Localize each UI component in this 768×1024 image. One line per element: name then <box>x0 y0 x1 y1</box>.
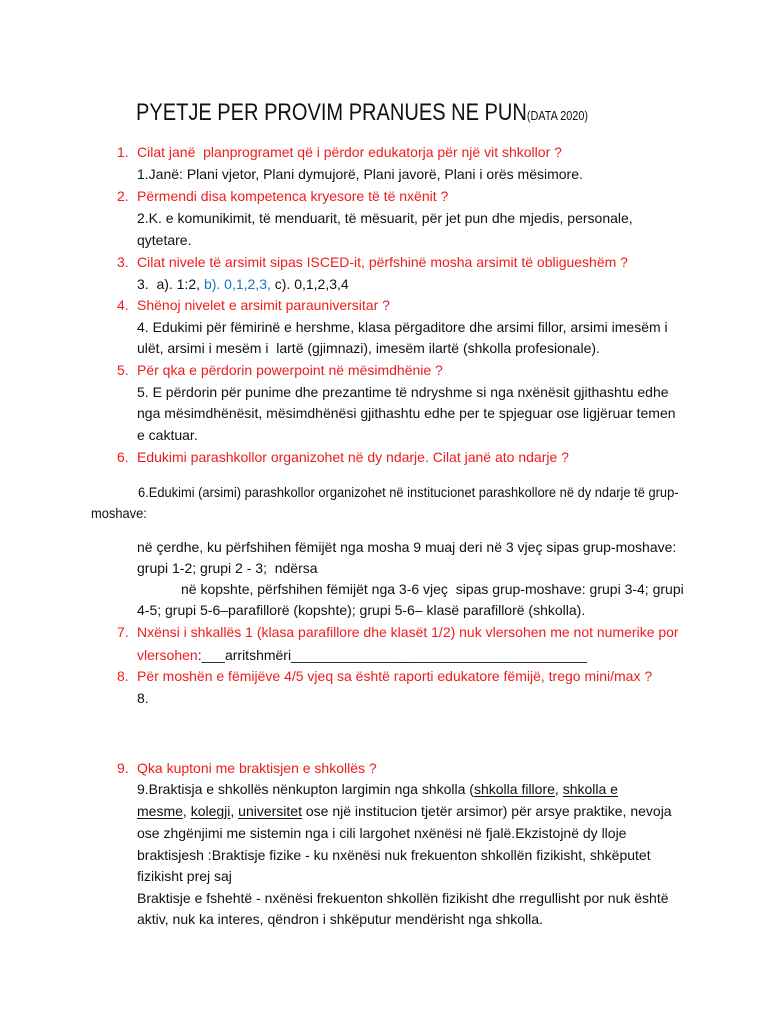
question-5-text: Për qka e përdorin powerpoint në mësimdhënie ? <box>137 362 443 378</box>
answer-9-link-shkolla-fillore: shkolla fillore <box>473 781 555 797</box>
answer-6-line-4: 4-5; grupi 5-6–parafillorë (kopshte); grupi 5-6– klasë parafillorë (shkolla). <box>137 602 586 618</box>
answer-9-link-shkolla-e-mesme: shkolla e <box>562 781 618 797</box>
question-7-text-line-1: Nxënsi i shkallës 1 (klasa parafillore dhe klasët 1/2) nuk vlersohen me not numerike por <box>137 624 679 640</box>
answer-3-line-1 <box>137 273 349 295</box>
answer-7-colon: : <box>197 647 202 663</box>
question-8-number: 8. <box>117 668 129 684</box>
question-2-text: Përmendi disa kompetenca kryesore të të nxënit ? <box>137 188 449 204</box>
question-7-text-line-2: vlersohen <box>137 647 198 663</box>
answer-9-separator: , <box>230 803 239 819</box>
question-7-line-2 <box>137 644 587 666</box>
answer-3-option-c: c). 0,1,2,3,4 <box>270 276 349 292</box>
answer-6-line-1: në çerdhe, ku përfshihen fëmijët nga mosha 9 muaj deri në 3 vjeç sipas grup-moshave: <box>137 539 677 555</box>
answer-1-line-1: 1.Janë: Plani vjetor, Plani dymujorë, Plani javorë, Plani i orës mësimore. <box>137 166 583 182</box>
answer-9-line-4: braktisjesh :Braktisje fizike - ku nxënësi nuk frekuenton shkollën fizikisht, shkëputet <box>137 847 651 863</box>
answer-9-link-universitet: universitet <box>238 803 302 819</box>
question-9-text: Qka kuptoni me braktisjen e shkollës ? <box>137 760 377 776</box>
answer-4-line-2: ulët, arsimi i mesëm i lartë (gjimnazi), imesëm ilartë (shkolla profesionale). <box>137 340 600 356</box>
answer-6-line-3: në kopshte, përfshihen fëmijët nga 3-6 vjeç sipas grup-moshave: grupi 3-4; grupi <box>181 581 684 597</box>
answer-6-intro-line-1: 6.Edukimi (arsimi) parashkollor organizohet në institucionet parashkollore në dy ndarje të grup- <box>138 484 679 500</box>
question-5-number: 5. <box>117 362 129 378</box>
answer-9-line-5: fizikisht prej saj <box>137 868 232 884</box>
question-6-text: Edukimi parashkollor organizohet në dy ndarje. Cilat janë ato ndarje ? <box>137 449 569 465</box>
question-2-number: 2. <box>117 188 129 204</box>
answer-2-line-1: 2.K. e komunikimit, të menduarit, të mësuarit, për jet pun dhe mjedis, personale, <box>137 210 633 226</box>
question-1-number: 1. <box>117 144 129 160</box>
answer-9-link-shkolla-e-mesme-cont: mesme <box>137 803 183 819</box>
answer-9-separator: , <box>554 781 563 797</box>
answer-3-option-a: 3. a). 1:2, <box>137 276 204 292</box>
answer-2-line-2: qytetare. <box>137 232 192 248</box>
answer-9-line-3: ose zhgënjimi me sistemin nga i cili largohet nxënësi në fjalë.Ekzistojnë dy lloje <box>137 825 627 841</box>
question-7-number: 7. <box>117 624 129 640</box>
answer-5-line-3: e caktuar. <box>137 427 198 443</box>
answer-9-text: ose një institucion tjetër arsimor) për arsye praktike, nevoja <box>301 803 672 819</box>
question-4-text: Shënoj nivelet e arsimit parauniversitar ? <box>137 297 390 313</box>
answer-6-line-2: grupi 1-2; grupi 2 - 3; ndërsa <box>137 560 318 576</box>
answer-9-line-7: aktiv, nuk ka interes, qëndron i shkëputur mendërisht nga shkolla. <box>137 911 543 927</box>
answer-9-line-2 <box>137 800 672 822</box>
title-text: PYETJE PER PROVIM PRANUES NE PUN <box>136 99 527 126</box>
question-4-number: 4. <box>117 297 129 313</box>
answer-5-line-1: 5. E përdorin për punime dhe prezantime të ndryshme si nga nxënësit gjithashtu edhe <box>137 384 669 400</box>
answer-6-intro-line-2: moshave: <box>91 505 147 521</box>
answer-9-line-1 <box>137 778 618 800</box>
answer-5-line-2: nga mësimdhënësit, mësimdhënësi gjithashtu edhe per te spjeguar ose ligjëruar temen <box>137 405 676 421</box>
answer-9-line-6: Braktisje e fshehtë - nxënësi frekuenton shkollën fizikisht dhe rregullisht por nuk është <box>137 890 669 906</box>
answer-9-text: 9.Braktisja e shkollës nënkupton largimin nga shkolla ( <box>137 781 474 797</box>
answer-4-line-1: 4. Edukimi për fëmirinë e hershme, klasa përgaditore dhe arsimi fillor, arsimi imesëm i <box>137 319 668 335</box>
answer-3-option-b-highlighted: b). 0,1,2,3, <box>203 276 271 292</box>
answer-9-separator: , <box>182 803 191 819</box>
title-date-note: (DATA 2020) <box>526 108 588 123</box>
question-9-number: 9. <box>117 760 129 776</box>
question-3-text: Cilat nivele të arsimit sipas ISCED-it, përfshinë mosha arsimit të obligueshëm ? <box>137 254 628 270</box>
question-8-text: Për moshën e fëmijëve 4/5 vjeq sa është raporti edukatore fëmijë, trego mini/max ? <box>137 668 653 684</box>
answer-7-fill-in: ___arritshmëri______________________________________ <box>201 647 587 663</box>
question-3-number: 3. <box>117 254 129 270</box>
answer-9-link-kolegji: kolegji <box>190 803 231 819</box>
question-6-number: 6. <box>117 449 129 465</box>
question-1-text: Cilat janë planprogramet që i përdor edukatorja për një vit shkollor ? <box>137 144 562 160</box>
page-title <box>136 99 588 130</box>
answer-8-line-1: 8. <box>137 690 149 706</box>
